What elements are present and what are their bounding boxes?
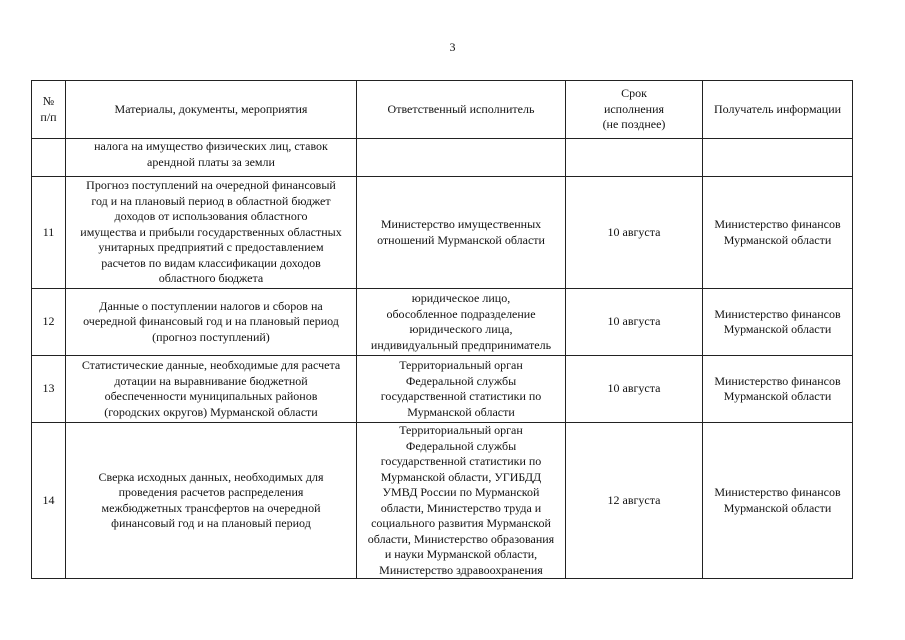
row-materials: Прогноз поступлений на очередной финансовый год и на плановый период в областной бюджет доходов от использования областного имущества и прибыли государственных областных унитарных предприятий с предоставлением расчетов по видам классификации доходов областного бюджета	[66, 177, 357, 289]
row-recipient: Министерство финансов Мурманской области	[703, 423, 853, 579]
row-deadline: 12 августа	[566, 423, 703, 579]
row-num: 14	[32, 423, 66, 579]
table-row	[32, 423, 853, 579]
table-row	[32, 356, 853, 423]
row-num: 11	[32, 177, 66, 289]
row-executor: юридическое лицо, обособленное подразделение юридического лица, индивидуальный предприниматель	[357, 289, 566, 356]
page-number: 3	[449, 40, 456, 54]
row-recipient	[703, 139, 853, 177]
table-row	[32, 139, 853, 177]
row-executor	[357, 139, 566, 177]
header-executor: Ответственный исполнитель	[357, 81, 566, 139]
header-num: № п/п	[32, 81, 66, 139]
header-deadline: Срок исполнения (не позднее)	[566, 81, 703, 139]
row-materials: Статистические данные, необходимые для расчета дотации на выравнивание бюджетной обеспеченности муниципальных районов (городских округов) Мурманской области	[66, 356, 357, 423]
row-materials: Данные о поступлении налогов и сборов на очередной финансовый год и на плановый период (прогноз поступлений)	[66, 289, 357, 356]
row-deadline: 10 августа	[566, 177, 703, 289]
row-executor: Территориальный орган Федеральной службы государственной статистики по Мурманской области, УГИБДД УМВД России по Мурманской области, Министерство труда и социального развития Мурманской области, Министерство образования и науки Мурманской области, Министерство здравоохранения	[357, 423, 566, 579]
row-materials: Сверка исходных данных, необходимых для проведения расчетов распределения межбюджетных трансфертов на очередной финансовый год и на плановый период	[66, 423, 357, 579]
row-recipient: Министерство финансов Мурманской области	[703, 356, 853, 423]
row-recipient: Министерство финансов Мурманской области	[703, 177, 853, 289]
row-executor: Территориальный орган Федеральной службы государственной статистики по Мурманской области	[357, 356, 566, 423]
row-deadline	[566, 139, 703, 177]
header-recipient: Получатель информации	[703, 81, 853, 139]
row-materials: налога на имущество физических лиц, ставок арендной платы за земли	[66, 139, 357, 177]
row-executor: Министерство имущественных отношений Мурманской области	[357, 177, 566, 289]
row-num: 13	[32, 356, 66, 423]
row-num	[32, 139, 66, 177]
row-deadline: 10 августа	[566, 356, 703, 423]
row-recipient: Министерство финансов Мурманской области	[703, 289, 853, 356]
table-row	[32, 177, 853, 289]
table-header-row	[32, 81, 853, 139]
table-row	[32, 289, 853, 356]
document-table	[31, 80, 853, 579]
row-num: 12	[32, 289, 66, 356]
header-materials: Материалы, документы, мероприятия	[66, 81, 357, 139]
row-deadline: 10 августа	[566, 289, 703, 356]
